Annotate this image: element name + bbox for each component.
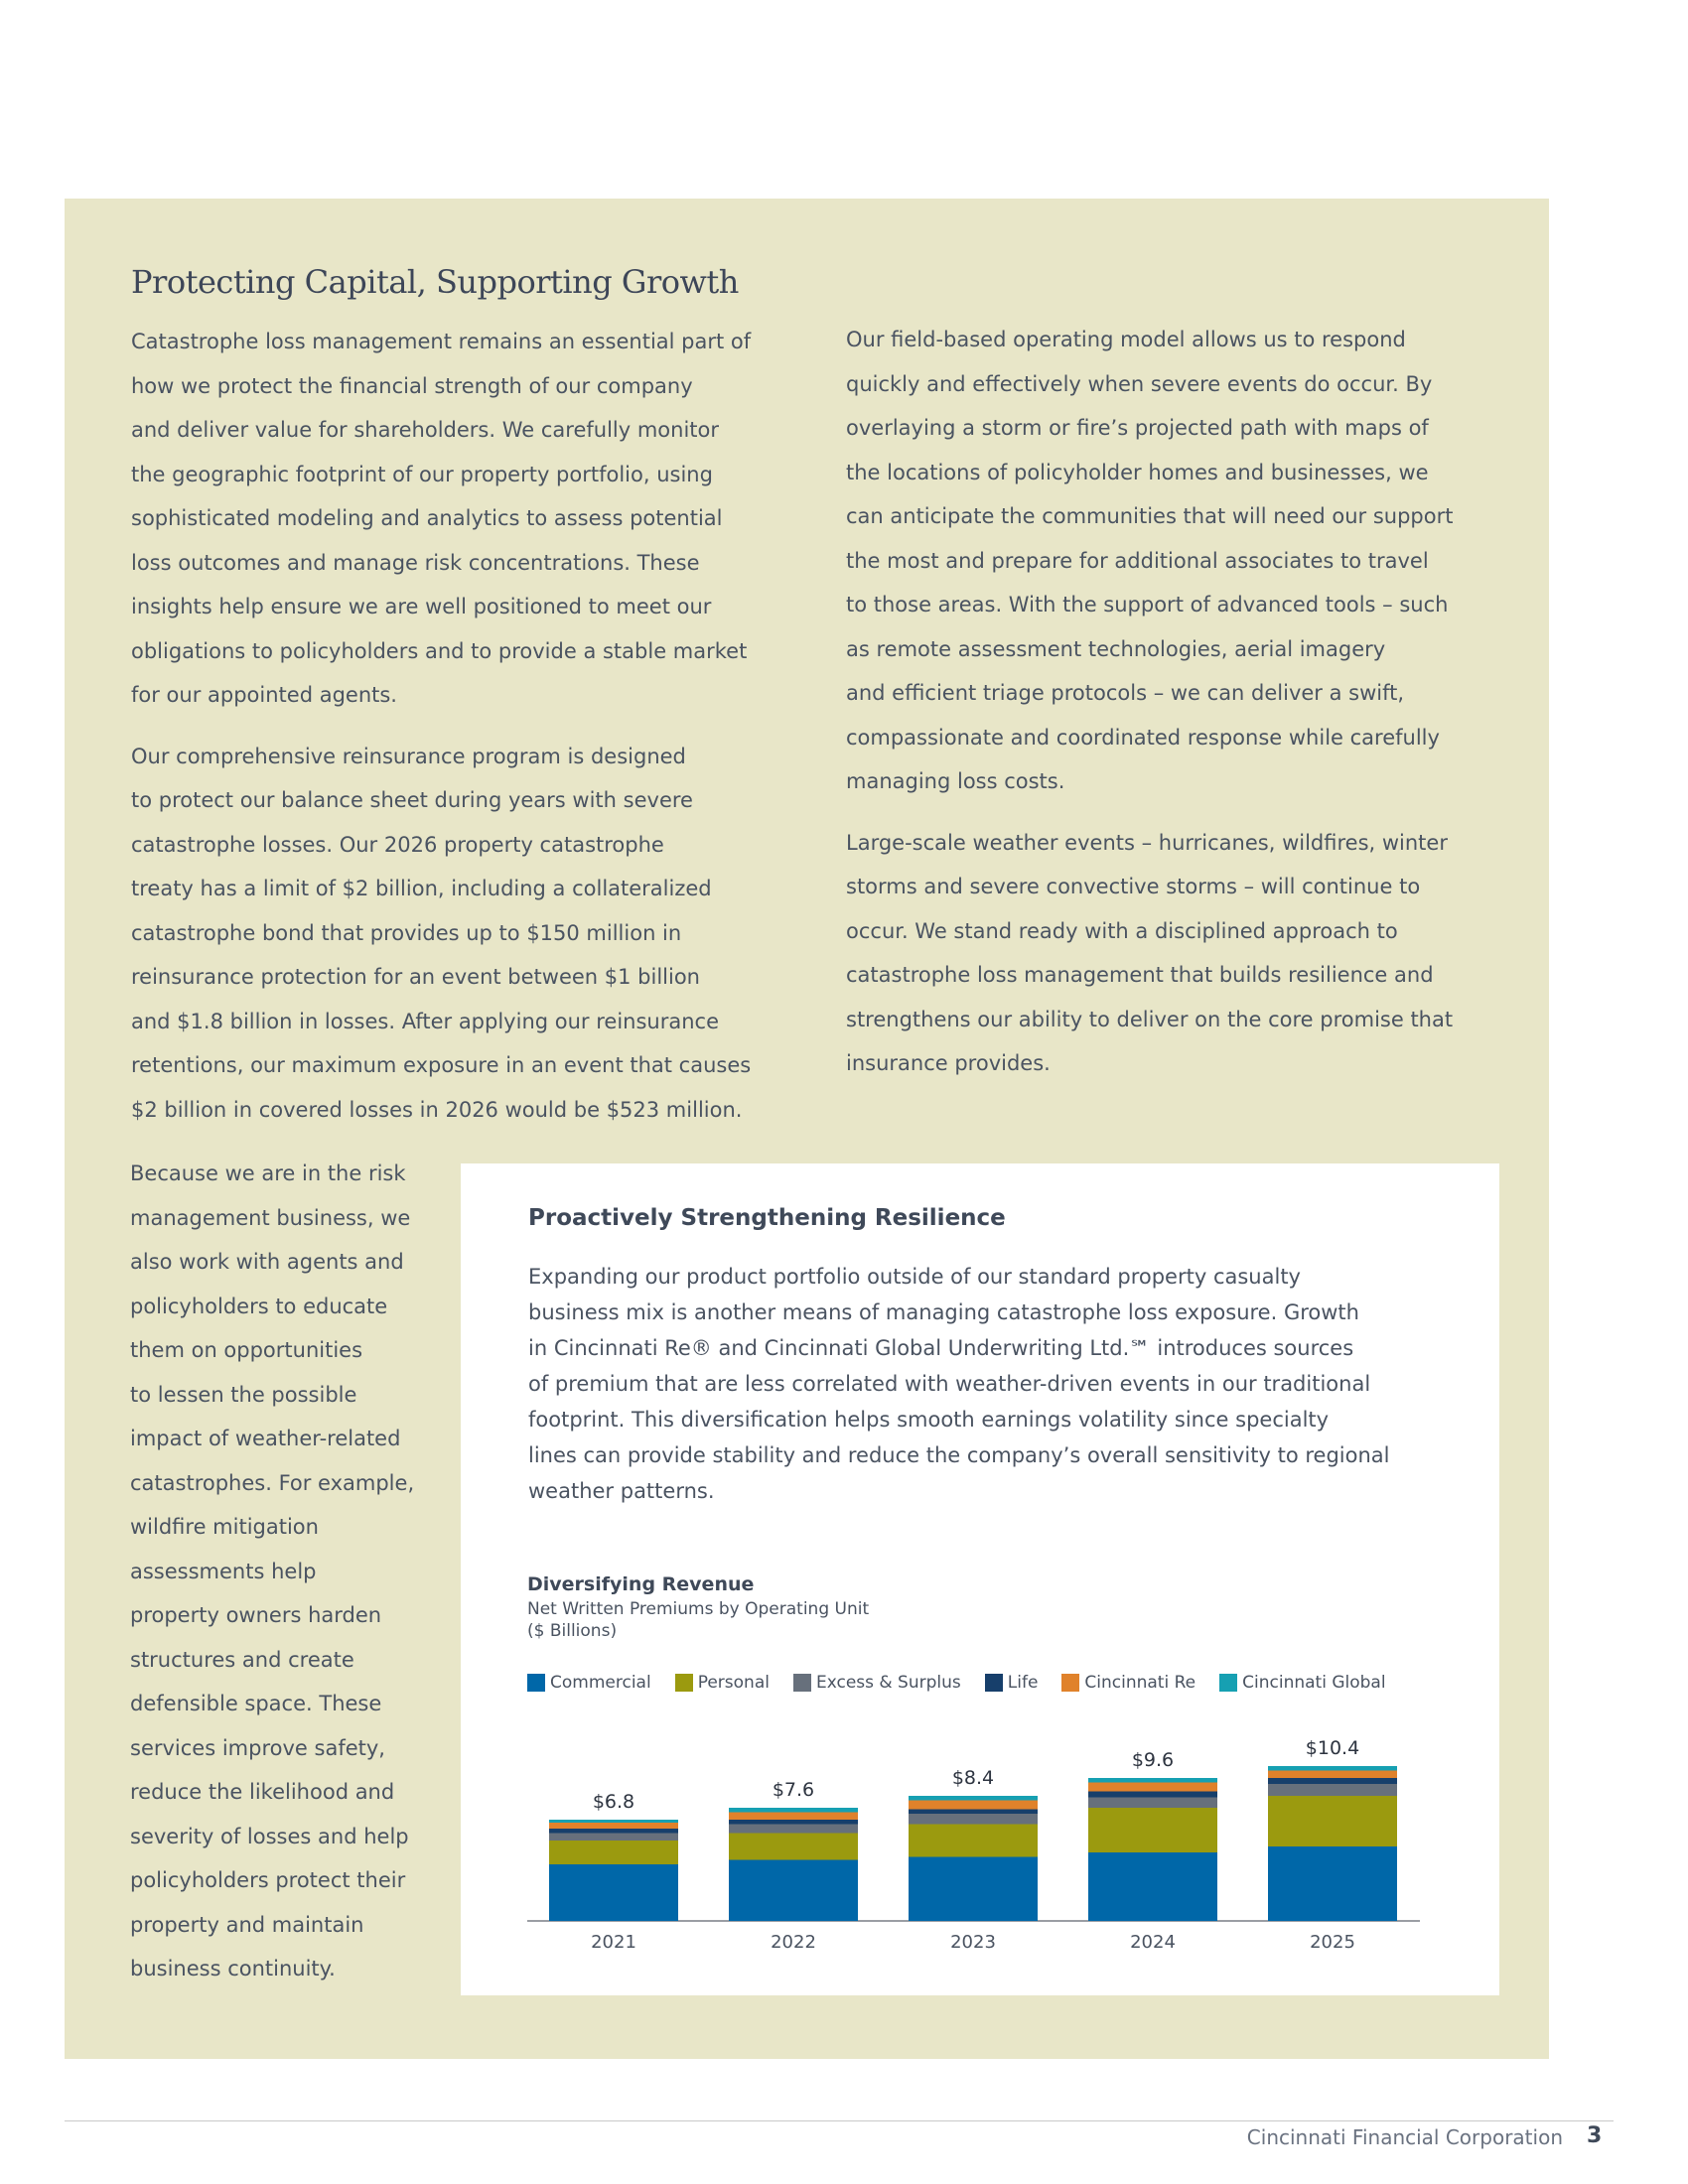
legend-item-cincinnati-global: Cincinnati Global: [1219, 1673, 1385, 1693]
total-label-2025: $10.4: [1305, 1737, 1360, 1759]
total-label-2023: $8.4: [951, 1767, 995, 1789]
callout-heading: Proactively Strengthening Resilience: [528, 1205, 1006, 1231]
narrow-paragraph: Because we are in the risk management business, we also work with agents and policyholders to educate them on opportunities to lessen the possible impact of weather-related catastrophes. For example, wildfire mitigation assessments help property owners harden structures and create defensible space. These services improve safety, reduce the likelihood and severity of losses and help policyholders protect their property and maintain business continuity.: [130, 1161, 415, 1980]
left-paragraph-2: Our comprehensive reinsurance program is designed to protect our balance sheet during years with severe catastrophe losses. Our 2026 property catastrophe treaty has a limit of $2 billion, including a collateralized catastrophe bond that provides up to $150 million in reinsurance protection for an event between $1 billion and $1.8 billion in losses. After applying our reinsurance retentions, our maximum exposure in an event that causes $2 billion in covered losses in 2026 would be $523 million.: [131, 744, 752, 1122]
legend-item-cincinnati-re: Cincinnati Re: [1061, 1673, 1196, 1693]
chart-title: Diversifying Revenue: [527, 1573, 755, 1595]
x-tick-label-2021: 2021: [591, 1932, 636, 1953]
page-number: 3: [1587, 2123, 1603, 2148]
x-tick-label-2024: 2024: [1130, 1932, 1176, 1953]
chart-legend: [527, 1670, 1386, 1696]
total-label-2021: $6.8: [592, 1791, 635, 1813]
legend-item-life: Life: [985, 1673, 1039, 1693]
legend-item-excess-surplus: Excess & Surplus: [793, 1673, 961, 1693]
right-paragraph-2: Large-scale weather events – hurricanes, wildfires, winter storms and severe convective storms – will continue to occur. We stand ready with a disciplined approach to catastrophe loss management that builds resilience and strengthens our ability to deliver on the core promise that insurance provides.: [846, 830, 1454, 1075]
total-label-2024: $9.6: [1131, 1749, 1175, 1771]
total-label-2022: $7.6: [772, 1779, 815, 1801]
left-column: [131, 320, 781, 1132]
right-paragraph-1: Our field-based operating model allows us to respond quickly and effectively when severe events do occur. By overlaying a storm or fire’s projected path with maps of the locations of policyholder homes and businesses, we can anticipate the communities that will need our support the most and prepare for additional associates to travel to those areas. With the support of advanced tools – such as remote assessment technologies, aerial imagery and efficient triage protocols – we can deliver a swift, compassionate and coordinated response while carefully managing loss costs.: [846, 328, 1454, 793]
legend-item-personal: Personal: [675, 1673, 770, 1693]
x-tick-label-2025: 2025: [1310, 1932, 1355, 1953]
legend-swatch: [527, 1674, 545, 1692]
legend-swatch: [675, 1674, 693, 1692]
legend-item-commercial: Commercial: [527, 1673, 651, 1693]
right-column: [846, 318, 1501, 1086]
left-paragraph-1: Catastrophe loss management remains an essential part of how we protect the financial strength of our company and deliver value for shareholders. We carefully monitor the geographic footprint of our property portfolio, using sophisticated modeling and analytics to assess potential loss outcomes and manage risk concentrations. These insights help ensure we are well positioned to meet our obligations to policyholders and to provide a stable market for our appointed agents.: [131, 330, 752, 707]
page-title: Protecting Capital, Supporting Growth: [131, 263, 739, 301]
legend-swatch: [1219, 1674, 1237, 1692]
legend-swatch: [793, 1674, 811, 1692]
x-tick-label-2023: 2023: [950, 1932, 996, 1953]
legend-swatch: [985, 1674, 1003, 1692]
callout-body: Expanding our product portfolio outside of our standard property casualty business mix is another means of managing catastrophe loss exposure. Growth in Cincinnati Re® and Cincinnati Global Underwriting Ltd.℠ introduces sources of premium that are less correlated with weather-driven events in our traditional footprint. This diversification helps smooth earnings volatility since specialty lines can provide stability and reduce the company’s overall sensitivity to regional weather patterns.: [528, 1265, 1390, 1503]
legend-swatch: [1061, 1674, 1079, 1692]
footer-company: Cincinnati Financial Corporation: [1246, 2125, 1563, 2149]
x-tick-label-2022: 2022: [771, 1932, 816, 1953]
chart-subtitle: Net Written Premiums by Operating Unit ($ Billions): [527, 1599, 870, 1641]
narrow-column: [130, 1152, 438, 1991]
footer-divider: [65, 2120, 1614, 2121]
